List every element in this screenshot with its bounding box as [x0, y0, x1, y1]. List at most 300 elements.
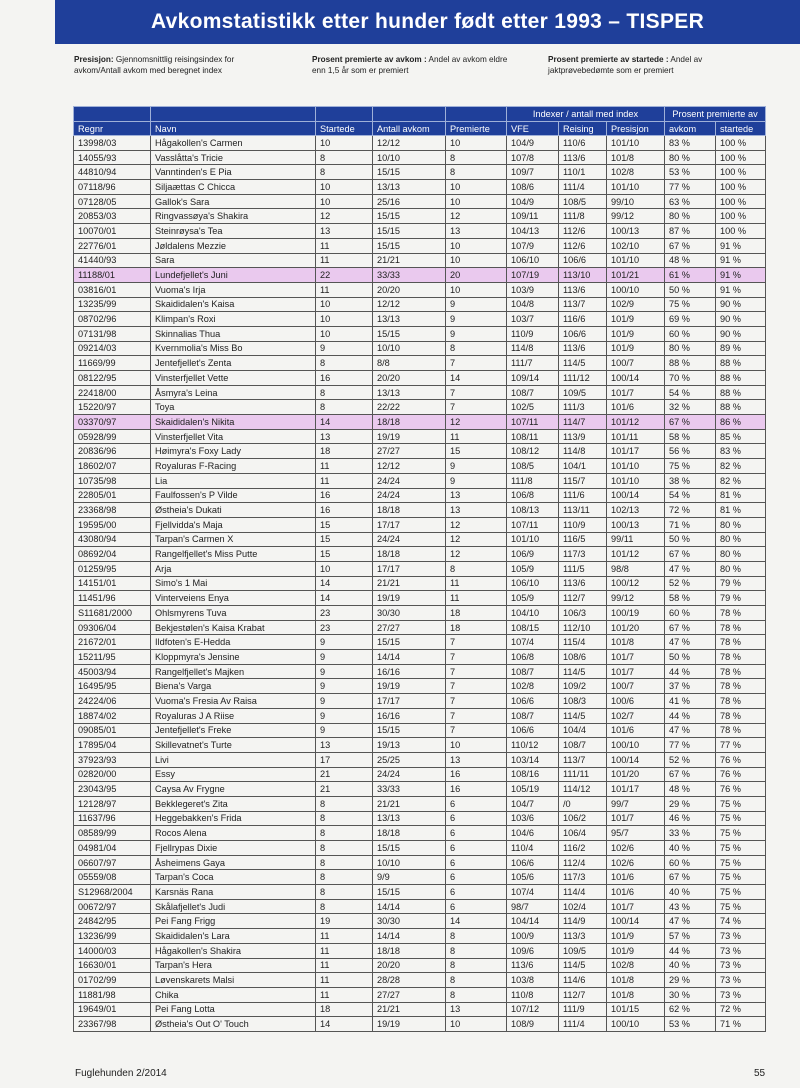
table-cell: 24842/95: [74, 914, 151, 929]
table-cell: 106/10: [507, 576, 559, 591]
table-cell: 78 %: [716, 708, 766, 723]
table-cell: 109/6: [507, 943, 559, 958]
table-cell: 81 %: [716, 503, 766, 518]
table-cell: 11: [446, 429, 507, 444]
table-cell: 33/33: [373, 268, 446, 283]
table-cell: 108/9: [507, 1017, 559, 1032]
table-cell: 73 %: [716, 973, 766, 988]
table-cell: 78 %: [716, 664, 766, 679]
table-cell: 80 %: [716, 561, 766, 576]
legend-prosent-startede: [548, 54, 768, 76]
column-header: avkom: [665, 122, 716, 136]
table-cell: 29 %: [665, 973, 716, 988]
table-cell: Skinnalias Thua: [151, 326, 316, 341]
table-cell: 88 %: [716, 356, 766, 371]
table-cell: 80 %: [716, 517, 766, 532]
table-cell: 11: [316, 238, 373, 253]
table-cell: 20/20: [373, 282, 446, 297]
table-cell: 13: [446, 503, 507, 518]
table-cell: 73 %: [716, 987, 766, 1002]
table-cell: 78 %: [716, 635, 766, 650]
table-cell: Løvenskarets Malsi: [151, 973, 316, 988]
table-row: [74, 356, 766, 371]
table-cell: 102/4: [559, 899, 607, 914]
table-cell: 10: [446, 253, 507, 268]
table-cell: Hågakollen's Shakira: [151, 943, 316, 958]
table-cell: 101/10: [607, 180, 665, 195]
table-row: [74, 503, 766, 518]
table-cell: 21/21: [373, 253, 446, 268]
table-cell: 23: [316, 620, 373, 635]
table-cell: 18874/02: [74, 708, 151, 723]
table-row: [74, 180, 766, 195]
column-header: Startede: [316, 122, 373, 136]
table-cell: 04981/04: [74, 841, 151, 856]
table-cell: 101/17: [607, 782, 665, 797]
table-cell: 10: [446, 1017, 507, 1032]
table-cell: 11: [316, 459, 373, 474]
table-cell: 108/11: [507, 429, 559, 444]
table-cell: 91 %: [716, 268, 766, 283]
column-header: Presisjon: [607, 122, 665, 136]
table-cell: 78 %: [716, 650, 766, 665]
table-cell: 7: [446, 385, 507, 400]
table-cell: 16: [316, 371, 373, 386]
table-cell: 79 %: [716, 591, 766, 606]
table-cell: 6: [446, 826, 507, 841]
table-cell: 10: [316, 312, 373, 327]
table-cell: 100/9: [507, 929, 559, 944]
table-cell: 12: [446, 209, 507, 224]
table-cell: 110/9: [559, 517, 607, 532]
table-cell: Siljaættas C Chicca: [151, 180, 316, 195]
table-cell: Pei Fang Lotta: [151, 1002, 316, 1017]
table-cell: Sara: [151, 253, 316, 268]
table-cell: Åsmyra's Leina: [151, 385, 316, 400]
table-cell: 15/15: [373, 885, 446, 900]
table-row: [74, 238, 766, 253]
table-cell: 8: [446, 150, 507, 165]
table-cell: 60 %: [665, 855, 716, 870]
table-cell: 100/14: [607, 371, 665, 386]
table-row: [74, 650, 766, 665]
table-cell: 76 %: [716, 752, 766, 767]
table-cell: 8: [316, 885, 373, 900]
table-cell: 8: [316, 400, 373, 415]
table-cell: 73 %: [716, 943, 766, 958]
table-cell: 44810/94: [74, 165, 151, 180]
table-cell: 28/28: [373, 973, 446, 988]
table-cell: 108/7: [559, 738, 607, 753]
table-cell: 113/6: [507, 958, 559, 973]
table-cell: 10: [446, 136, 507, 151]
table-cell: Ringvassøya's Shakira: [151, 209, 316, 224]
table-row: [74, 297, 766, 312]
table-cell: 13: [316, 738, 373, 753]
legend-text: Andel av avkom eldre enn 1,5 år som er premiert: [312, 55, 508, 75]
table-cell: 91 %: [716, 282, 766, 297]
table-cell: 107/12: [507, 1002, 559, 1017]
table-cell: 11: [316, 987, 373, 1002]
table-cell: Bekklegeret's Zita: [151, 796, 316, 811]
table-cell: 101/10: [507, 532, 559, 547]
table-cell: 6: [446, 841, 507, 856]
table-cell: 30/30: [373, 914, 446, 929]
legend-text: Andel av jaktprøvebedømte som er premiert: [548, 55, 703, 75]
table-cell: 104/10: [507, 606, 559, 621]
table-cell: 16: [316, 503, 373, 518]
table-cell: 102/8: [607, 958, 665, 973]
table-cell: 108/6: [507, 180, 559, 195]
table-cell: 100/13: [607, 517, 665, 532]
table-cell: Livi: [151, 752, 316, 767]
table-cell: 116/2: [559, 841, 607, 856]
table-row: [74, 429, 766, 444]
table-cell: 8: [446, 943, 507, 958]
table-cell: 100/10: [607, 1017, 665, 1032]
table-cell: 73 %: [716, 929, 766, 944]
table-cell: Karsnäs Rana: [151, 885, 316, 900]
table-row: [74, 796, 766, 811]
table-row: [74, 943, 766, 958]
table-cell: 111/6: [559, 488, 607, 503]
table-cell: 12: [446, 532, 507, 547]
table-cell: 7: [446, 694, 507, 709]
table-cell: Vinsterfjellet Vette: [151, 371, 316, 386]
table-cell: Pei Fang Frigg: [151, 914, 316, 929]
table-cell: 13235/99: [74, 297, 151, 312]
table-cell: 114/6: [559, 973, 607, 988]
table-cell: 113/6: [559, 282, 607, 297]
table-cell: 22418/00: [74, 385, 151, 400]
table-cell: 78 %: [716, 723, 766, 738]
table-cell: 72 %: [665, 503, 716, 518]
table-cell: 72 %: [716, 1002, 766, 1017]
table-cell: 11188/01: [74, 268, 151, 283]
table-cell: 10/10: [373, 150, 446, 165]
table-cell: 15/15: [373, 165, 446, 180]
table-cell: 13: [446, 1002, 507, 1017]
table-row: [74, 841, 766, 856]
table-row: [74, 473, 766, 488]
table-cell: 24/24: [373, 532, 446, 547]
table-cell: 103/6: [507, 811, 559, 826]
table-cell: 69 %: [665, 312, 716, 327]
table-cell: 83 %: [665, 136, 716, 151]
table-cell: 47 %: [665, 914, 716, 929]
table-cell: 90 %: [716, 326, 766, 341]
table-cell: Lundefjellet's Juni: [151, 268, 316, 283]
table-cell: Jentefjellet's Zenta: [151, 356, 316, 371]
header-spacer: [373, 107, 446, 122]
table-cell: S12968/2004: [74, 885, 151, 900]
table-cell: 101/9: [607, 312, 665, 327]
table-cell: 106/4: [559, 826, 607, 841]
table-row: [74, 1017, 766, 1032]
table-cell: 50 %: [665, 282, 716, 297]
table-cell: 95/7: [607, 826, 665, 841]
table-cell: 101/17: [607, 444, 665, 459]
table-cell: 101/6: [607, 885, 665, 900]
table-row: [74, 694, 766, 709]
table-cell: 110/9: [507, 326, 559, 341]
table-cell: 08589/99: [74, 826, 151, 841]
table-cell: 21/21: [373, 576, 446, 591]
table-cell: 16/16: [373, 708, 446, 723]
table-cell: 101/7: [607, 650, 665, 665]
table-cell: 11637/96: [74, 811, 151, 826]
table-cell: 75 %: [716, 796, 766, 811]
table-cell: 100/7: [607, 356, 665, 371]
page-title: Avkomstatistikk etter hunder født etter 1993 – TISPER: [55, 0, 800, 44]
table-cell: 11: [316, 943, 373, 958]
table-cell: 14/14: [373, 929, 446, 944]
table-cell: 9: [316, 708, 373, 723]
table-cell: 101/10: [607, 253, 665, 268]
legend-text: Gjennomsnittlig reisingsindex for avkom/Antall avkom med beregnet index: [74, 55, 235, 75]
table-row: [74, 679, 766, 694]
table-cell: 02820/00: [74, 767, 151, 782]
table-cell: 54 %: [665, 385, 716, 400]
table-cell: 58 %: [665, 591, 716, 606]
table-cell: 32 %: [665, 400, 716, 415]
table-cell: 22805/01: [74, 488, 151, 503]
table-cell: 14: [316, 415, 373, 430]
table-cell: 67 %: [665, 547, 716, 562]
table-cell: 12: [446, 517, 507, 532]
table-cell: 05928/99: [74, 429, 151, 444]
table-row: [74, 782, 766, 797]
table-cell: 107/11: [507, 415, 559, 430]
table-cell: 114/8: [507, 341, 559, 356]
table-cell: 108/7: [507, 385, 559, 400]
table-cell: 86 %: [716, 415, 766, 430]
table-cell: 108/5: [507, 459, 559, 474]
table-cell: 104/9: [507, 194, 559, 209]
table-cell: 113/6: [559, 150, 607, 165]
table-cell: 98/7: [507, 899, 559, 914]
table-cell: 10735/98: [74, 473, 151, 488]
table-cell: 109/5: [559, 943, 607, 958]
table-cell: 99/12: [607, 209, 665, 224]
table-cell: 62 %: [665, 1002, 716, 1017]
table-cell: 06607/97: [74, 855, 151, 870]
table-cell: 113/7: [559, 297, 607, 312]
table-cell: 7: [446, 708, 507, 723]
table-cell: 104/6: [507, 826, 559, 841]
table-cell: Caysa Av Frygne: [151, 782, 316, 797]
table-cell: 107/11: [507, 517, 559, 532]
table-cell: 10070/01: [74, 224, 151, 239]
table-cell: 9: [316, 679, 373, 694]
table-cell: 27/27: [373, 444, 446, 459]
table-cell: 11: [446, 591, 507, 606]
table-row: [74, 282, 766, 297]
table-cell: 18: [316, 444, 373, 459]
table-cell: 82 %: [716, 473, 766, 488]
table-cell: 113/7: [559, 752, 607, 767]
table-cell: 109/14: [507, 371, 559, 386]
table-cell: 19649/01: [74, 1002, 151, 1017]
table-cell: 113/9: [559, 429, 607, 444]
table-cell: S11681/2000: [74, 606, 151, 621]
table-cell: 110/1: [559, 165, 607, 180]
table-cell: 19/13: [373, 738, 446, 753]
table-cell: 11: [316, 282, 373, 297]
table-cell: 101/9: [607, 326, 665, 341]
table-cell: 77 %: [665, 738, 716, 753]
table-cell: 40 %: [665, 958, 716, 973]
table-cell: 108/6: [559, 650, 607, 665]
column-header: Premierte: [446, 122, 507, 136]
table-cell: 106/9: [507, 547, 559, 562]
column-header: Antall avkom: [373, 122, 446, 136]
table-row: [74, 547, 766, 562]
table-cell: 11: [316, 929, 373, 944]
table-cell: 08122/95: [74, 371, 151, 386]
table-cell: 13236/99: [74, 929, 151, 944]
table-cell: Vinsterfjellet Vita: [151, 429, 316, 444]
table-cell: 18: [446, 620, 507, 635]
table-cell: 8: [316, 356, 373, 371]
table-cell: 16: [446, 767, 507, 782]
table-cell: 99/10: [607, 194, 665, 209]
table-cell: 108/3: [559, 694, 607, 709]
table-cell: 101/7: [607, 664, 665, 679]
table-cell: Simo's 1 Mai: [151, 576, 316, 591]
table-cell: 21: [316, 782, 373, 797]
table-cell: Skålafjellet's Judi: [151, 899, 316, 914]
table-cell: 104/14: [507, 914, 559, 929]
table-cell: 11: [446, 576, 507, 591]
table-cell: 11: [316, 958, 373, 973]
table-cell: 47 %: [665, 635, 716, 650]
column-header: Reising: [559, 122, 607, 136]
table-cell: 101/7: [607, 811, 665, 826]
table-cell: 43080/94: [74, 532, 151, 547]
table-cell: 71 %: [716, 1017, 766, 1032]
table-cell: 54 %: [665, 488, 716, 503]
table-cell: 19/19: [373, 429, 446, 444]
table-cell: 9: [316, 635, 373, 650]
table-cell: 114/5: [559, 958, 607, 973]
table-cell: 100/6: [607, 694, 665, 709]
table-cell: 12/12: [373, 136, 446, 151]
table-row: [74, 870, 766, 885]
table-cell: 105/19: [507, 782, 559, 797]
table-row: [74, 312, 766, 327]
table-cell: 101/6: [607, 400, 665, 415]
table-cell: 102/8: [607, 165, 665, 180]
table-cell: Skaididalen's Lara: [151, 929, 316, 944]
table-cell: 79 %: [716, 576, 766, 591]
table-cell: 110/12: [507, 738, 559, 753]
table-cell: 12: [316, 209, 373, 224]
table-cell: 105/9: [507, 591, 559, 606]
table-row: [74, 635, 766, 650]
table-cell: 112/7: [559, 591, 607, 606]
table-cell: 6: [446, 811, 507, 826]
table-cell: 16: [446, 782, 507, 797]
table-cell: Vuoma's Irja: [151, 282, 316, 297]
table-cell: 11: [316, 253, 373, 268]
table-cell: 09214/03: [74, 341, 151, 356]
legend-term: Presisjon:: [74, 55, 114, 64]
table-cell: Vanntinden's E Pia: [151, 165, 316, 180]
table-cell: 105/6: [507, 870, 559, 885]
table-cell: 67 %: [665, 870, 716, 885]
table-cell: Chika: [151, 987, 316, 1002]
table-cell: 10: [446, 282, 507, 297]
table-cell: Gallok's Sara: [151, 194, 316, 209]
table-cell: 14: [316, 1017, 373, 1032]
table-cell: 100/14: [607, 752, 665, 767]
table-cell: Heggebakken's Frida: [151, 811, 316, 826]
table-cell: 44 %: [665, 708, 716, 723]
table-cell: 46 %: [665, 811, 716, 826]
table-cell: 01702/99: [74, 973, 151, 988]
table-row: [74, 885, 766, 900]
table-cell: 47 %: [665, 561, 716, 576]
table-cell: 101/10: [607, 473, 665, 488]
legend-prosent-avkom: [312, 54, 522, 76]
table-cell: 12/12: [373, 459, 446, 474]
table-cell: 103/9: [507, 282, 559, 297]
table-row: [74, 723, 766, 738]
table-cell: 18/18: [373, 547, 446, 562]
table-cell: 101/6: [607, 723, 665, 738]
table-cell: /0: [559, 796, 607, 811]
table-cell: 114/5: [559, 356, 607, 371]
table-cell: 100 %: [716, 209, 766, 224]
table-cell: 78 %: [716, 606, 766, 621]
table-cell: 106/2: [559, 811, 607, 826]
table-cell: 24/24: [373, 473, 446, 488]
table-cell: Tarpan's Coca: [151, 870, 316, 885]
table-cell: 112/7: [559, 987, 607, 1002]
table-cell: 9: [316, 694, 373, 709]
table-row: [74, 326, 766, 341]
table-cell: 80 %: [716, 547, 766, 562]
table-row: [74, 459, 766, 474]
table-cell: Rangelfjellet's Miss Putte: [151, 547, 316, 562]
table-cell: 114/5: [559, 664, 607, 679]
table-cell: 16: [316, 488, 373, 503]
table-cell: Jentefjellet's Freke: [151, 723, 316, 738]
table-row: [74, 576, 766, 591]
table-cell: 20853/03: [74, 209, 151, 224]
table-cell: 101/21: [607, 268, 665, 283]
table-row: [74, 561, 766, 576]
table-cell: 102/9: [607, 297, 665, 312]
table-cell: 75 %: [716, 811, 766, 826]
table-cell: 60 %: [665, 326, 716, 341]
table-cell: 8: [316, 841, 373, 856]
table-cell: 37 %: [665, 679, 716, 694]
table-cell: 99/7: [607, 796, 665, 811]
table-cell: 80 %: [665, 150, 716, 165]
table-cell: 8: [316, 796, 373, 811]
table-cell: 20/20: [373, 958, 446, 973]
table-cell: 80 %: [665, 209, 716, 224]
table-cell: 19/19: [373, 591, 446, 606]
table-cell: 11881/98: [74, 987, 151, 1002]
table-cell: 109/5: [559, 385, 607, 400]
table-cell: 61 %: [665, 268, 716, 283]
table-cell: 37923/93: [74, 752, 151, 767]
table-cell: Faulfossen's P Vilde: [151, 488, 316, 503]
table-row: [74, 224, 766, 239]
